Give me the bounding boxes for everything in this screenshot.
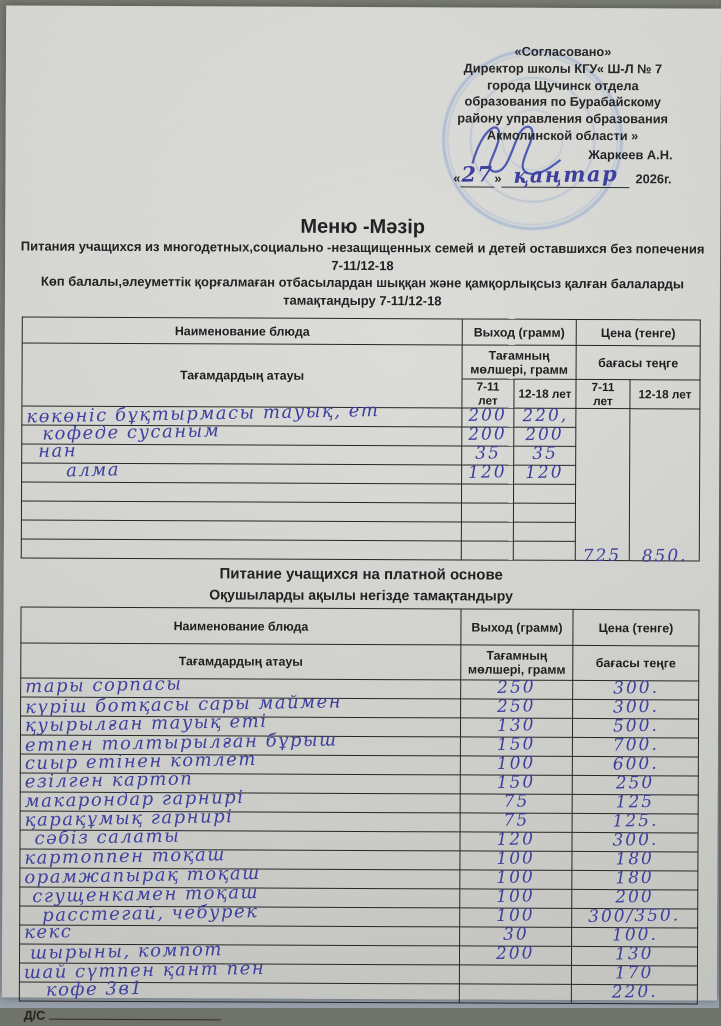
paid-title-ru: Питание учащихся на платной основе xyxy=(219,565,503,584)
handwritten-text: етпен толтырылған бұрыш xyxy=(24,729,338,757)
handwritten-text: тары сорпасы xyxy=(24,673,183,698)
dish-name-cell xyxy=(21,520,461,541)
output-7-11-cell xyxy=(461,503,513,522)
handwritten-text: 250 xyxy=(497,696,536,718)
dish-name-cell xyxy=(22,482,462,503)
table-row xyxy=(22,425,700,447)
handwritten-text: кекс xyxy=(23,921,73,944)
price-7-11-cell xyxy=(576,447,630,466)
handwritten-month: қаңтар xyxy=(512,160,619,188)
handwritten-text: қарақұмық гарнирі xyxy=(24,806,234,832)
handwritten-text: 220, xyxy=(521,405,568,427)
price-12-18-cell xyxy=(629,504,699,523)
handwritten-text: 200 xyxy=(468,405,508,427)
output-header-ru: Выход (грамм) xyxy=(462,319,576,345)
output-12-18-cell xyxy=(514,462,576,485)
handwritten-text: 250 xyxy=(615,773,655,794)
handwritten-text: 200 xyxy=(468,424,508,446)
dish-name-cell xyxy=(22,420,462,446)
table-row xyxy=(19,982,697,1004)
approval-line: «Согласовано» xyxy=(514,43,612,60)
output-12-18-cell xyxy=(513,542,575,561)
handwritten-text: расстегай, чебурек xyxy=(42,901,259,927)
output-7-11-cell xyxy=(461,522,513,541)
dish-name-cell xyxy=(20,901,460,927)
paid-title-kz: Оқушыларды ақылы негізде тамақтандыру xyxy=(209,586,513,605)
approval-date xyxy=(424,160,700,189)
header-row-ru xyxy=(21,607,699,646)
handwritten-text: 120 xyxy=(496,829,536,851)
header-row-kz xyxy=(22,343,700,380)
output-12-18-cell xyxy=(513,523,575,542)
handwritten-text: 75 xyxy=(503,791,530,813)
table-row xyxy=(20,906,698,928)
title-line-ru: Питания учащихся из многодетных,социально -незащищенных семей и детей оставшихся без попечения xyxy=(20,238,705,257)
approval-line: города Щучинск отдела xyxy=(486,77,639,93)
output-7-11-cell xyxy=(461,484,513,503)
age-col-output-7-11: 7-11 лет xyxy=(462,379,514,408)
quote-open: « xyxy=(453,169,461,186)
title-age-range: 7-11/12-18 xyxy=(331,257,394,273)
handwritten-text: 125. xyxy=(611,811,659,832)
handwritten-text: 100 xyxy=(496,905,536,927)
age-col-price-7-11: 7-11 лет xyxy=(576,380,630,409)
price-7-11-cell xyxy=(575,504,629,523)
handwritten-text: 100 xyxy=(496,753,536,775)
price-12-18-cell xyxy=(629,485,699,504)
price-7-11-cell xyxy=(575,523,629,542)
handwritten-text: кофеде сусаным xyxy=(42,420,221,445)
handwritten-text: 30 xyxy=(502,924,529,946)
handwritten-text: 180 xyxy=(615,849,655,870)
price-cell xyxy=(571,982,697,1005)
handwritten-text: 300. xyxy=(611,830,659,851)
price-12-18-cell xyxy=(630,428,700,447)
price-7-11-cell xyxy=(575,542,629,567)
handwritten-text: 125 xyxy=(615,792,655,813)
approval-line: Директор школы КГУ« Ш-Л № 7 xyxy=(463,60,663,77)
approval-block xyxy=(424,43,701,189)
output-12-18-cell xyxy=(513,485,575,504)
handwritten-text: 170 xyxy=(615,963,654,984)
output-header-kz: Тағамның мөлшері, грамм xyxy=(462,345,576,379)
price-7-11-cell xyxy=(576,428,630,447)
handwritten-text: сгущенкамен тоқаш xyxy=(32,882,260,908)
title-block xyxy=(5,213,720,310)
price-7-11-cell xyxy=(576,466,630,485)
handwritten-text: алма xyxy=(65,459,121,482)
menu-title: Меню -Мәзір xyxy=(300,215,426,239)
price-12-18-cell xyxy=(630,447,700,466)
handwritten-text: 600. xyxy=(612,754,659,775)
handwritten-text: 35 xyxy=(474,443,501,465)
footer-blank-line xyxy=(49,1019,221,1021)
price-12-18-cell xyxy=(630,466,700,485)
dish-name-cell xyxy=(22,459,462,484)
output-7-11-cell xyxy=(461,541,513,560)
handwritten-text: 300. xyxy=(612,678,659,699)
header-row-ru xyxy=(22,317,700,346)
price-header-ru: Цена (тенге) xyxy=(573,610,699,647)
handwritten-text: 100 xyxy=(496,867,536,889)
handwritten-text: 250 xyxy=(497,677,537,699)
price-12-18-cell xyxy=(629,542,699,567)
approval-line: району управления образования xyxy=(457,110,669,127)
handwritten-text: 75 xyxy=(503,810,530,832)
output-header-ru: Выход (грамм) xyxy=(461,609,573,645)
handwritten-text: 130 xyxy=(497,715,536,737)
approval-line: Акмолинской области » xyxy=(486,127,639,144)
handwritten-text: 700. xyxy=(612,735,659,756)
handwritten-text: 100 xyxy=(496,886,536,908)
title-line-kz: Көп балалы,әлеуметтік қорғалмаған отбасылардан шыққан және қамқорлықсыз қалған балаларды xyxy=(40,273,685,292)
paid-meals-table xyxy=(19,607,700,1005)
handwritten-text: 850. xyxy=(641,546,688,567)
date-day-blank xyxy=(460,160,494,188)
handwritten-text: сиыр етінен котлет xyxy=(24,749,258,775)
price-header-kz: бағасы теңге xyxy=(576,346,700,381)
output-7-11-cell xyxy=(462,462,514,484)
handwritten-text: 300/350. xyxy=(588,905,681,928)
output-cell xyxy=(459,943,571,965)
menu-document-page xyxy=(2,5,721,1023)
handwritten-text: 100. xyxy=(611,925,658,946)
handwritten-text: картоппен тоқаш xyxy=(24,844,227,870)
dish-name-header-ru: Наименование блюда xyxy=(22,317,462,345)
handwritten-text: 180 xyxy=(615,868,655,889)
output-cell xyxy=(459,965,571,984)
price-7-11-cell xyxy=(575,485,629,504)
handwritten-text: 220. xyxy=(611,982,658,1003)
age-col-price-12-18: 12-18 лет xyxy=(630,380,700,409)
handwritten-text: 725 xyxy=(582,545,622,567)
dish-name-cell xyxy=(19,978,459,1003)
handwritten-text: 150 xyxy=(496,772,536,794)
title-line-kz2: тамақтандыру 7-11/12-18 xyxy=(283,292,442,309)
handwritten-text: 200 xyxy=(615,887,655,908)
handwritten-text: 120 xyxy=(525,462,564,484)
dish-name-cell xyxy=(21,539,461,560)
footer-label: Д/С xyxy=(23,1008,46,1023)
handwritten-text: кофе 3в1 xyxy=(45,978,144,1002)
handwritten-text: 200 xyxy=(496,943,535,965)
handwritten-text: қуырылған тауық еті xyxy=(24,711,268,737)
price-12-18-cell xyxy=(629,523,699,542)
handwritten-text: 150 xyxy=(496,734,536,756)
paid-section-title xyxy=(4,564,719,607)
handwritten-text: 35 xyxy=(531,443,558,465)
handwritten-text: орамжапырақ тоқаш xyxy=(24,863,261,889)
date-month-blank xyxy=(501,160,629,188)
handwritten-text: көкөніс бұқтырмасы тауық, ет xyxy=(26,400,380,428)
handwritten-text: сәбіз салаты xyxy=(34,825,181,850)
handwritten-text: нан xyxy=(38,440,78,463)
dish-name-header-kz: Тағамдардың атауы xyxy=(22,343,462,408)
handwritten-text: 500. xyxy=(612,716,659,737)
quote-close: » xyxy=(494,170,502,186)
price-7-11-cell xyxy=(576,409,630,428)
handwritten-text: 200 xyxy=(525,424,565,446)
handwritten-text: 130 xyxy=(615,944,654,965)
handwritten-text: шай сүтпен қант пен xyxy=(23,958,266,984)
price-header-kz: бағасы теңге xyxy=(573,646,699,682)
age-col-output-12-18: 12-18 лет xyxy=(514,380,576,409)
handwritten-text: шырыны, компот xyxy=(29,939,224,965)
handwritten-text: күріш ботқасы сары маймен xyxy=(24,691,343,719)
handwritten-text: 100 xyxy=(496,848,536,870)
output-cell xyxy=(459,984,571,1003)
handwritten-text: езілген картоп xyxy=(24,768,194,793)
handwritten-day: 27 xyxy=(461,160,494,187)
dish-name-cell xyxy=(21,501,461,522)
output-header-kz: Тағамның мөлшері, грамм xyxy=(461,645,573,680)
handwritten-text: 120 xyxy=(468,462,507,484)
output-12-18-cell xyxy=(513,504,575,523)
dish-name-header-ru: Наименование блюда xyxy=(21,607,461,645)
handwritten-text: 300. xyxy=(612,697,659,718)
dish-name-header-kz: Тағамдардың атауы xyxy=(21,643,461,680)
free-meals-table xyxy=(21,317,701,567)
handwritten-text: макарондар гарнирі xyxy=(24,787,245,813)
approval-line: образования по Бурабайскому xyxy=(464,93,661,110)
footer-line xyxy=(24,1009,717,1026)
signer-name: Жаркеев А.Н. xyxy=(588,146,673,163)
price-12-18-cell xyxy=(630,409,700,428)
table-row xyxy=(21,539,699,561)
price-header-ru: Цена (тенге) xyxy=(576,320,700,347)
date-year: 2026г. xyxy=(635,170,672,186)
